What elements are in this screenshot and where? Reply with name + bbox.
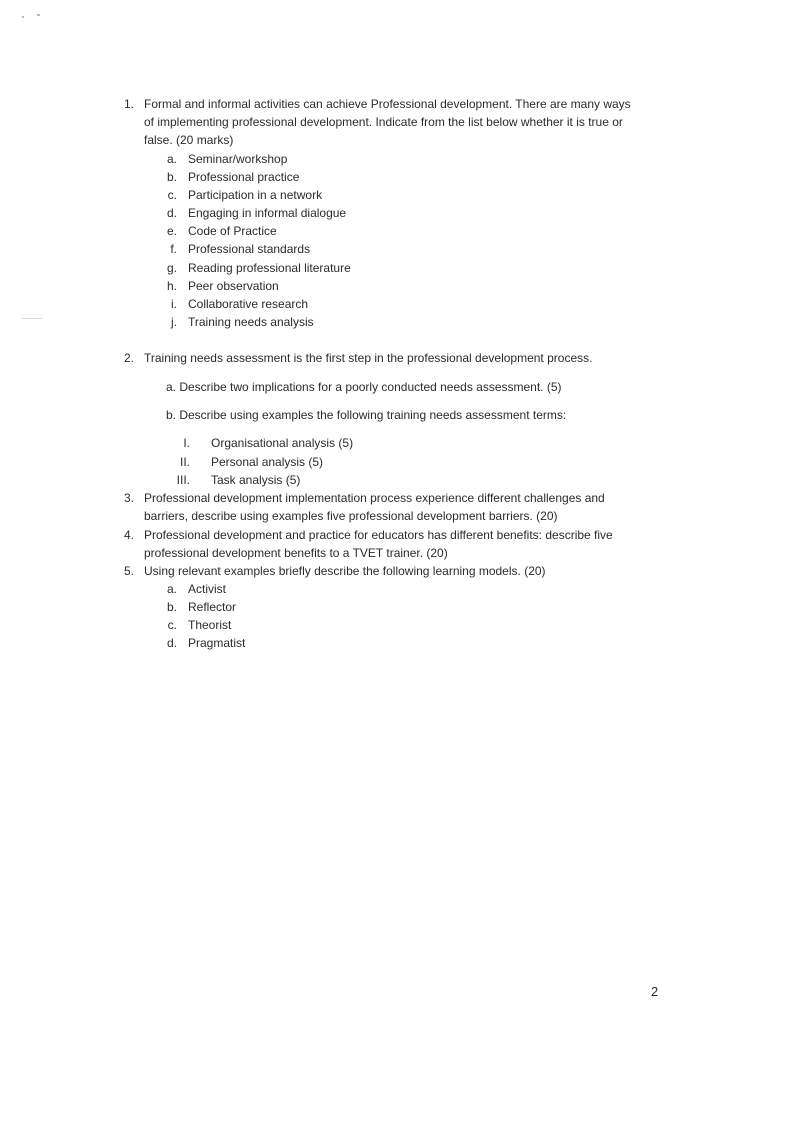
list-item-label: d.: [166, 206, 177, 220]
question-5-text: Using relevant examples briefly describe the following learning models. (20): [144, 564, 546, 578]
list-item: Participation in a network: [188, 188, 323, 202]
scan-speck: [22, 318, 42, 319]
question-1-line-2: of implementing professional development. Indicate from the list below whether it is true or: [144, 115, 623, 129]
question-2-part-b: b. Describe using examples the following training needs assessment terms:: [166, 408, 567, 422]
list-item: Professional practice: [188, 170, 300, 184]
list-item-label: h.: [166, 279, 177, 293]
question-1-line-1: Formal and informal activities can achieve Professional development. There are many ways: [144, 97, 631, 111]
term-item: Organisational analysis (5): [211, 436, 354, 450]
scan-speck: [37, 14, 40, 16]
list-item: Peer observation: [188, 279, 279, 293]
list-item-label: b.: [166, 170, 177, 184]
list-item: Collaborative research: [188, 297, 309, 311]
question-4-line-2: professional development benefits to a TVET trainer. (20): [144, 546, 448, 560]
list-item-label: a.: [166, 152, 177, 166]
list-item: Professional standards: [188, 242, 311, 256]
term-item: Personal analysis (5): [211, 455, 324, 469]
list-item: Reading professional literature: [188, 261, 351, 275]
question-1-line-3: false. (20 marks): [144, 133, 234, 147]
list-item: Training needs analysis: [188, 315, 314, 329]
question-number: 2.: [123, 351, 134, 365]
question-3-line-2: barriers, describe using examples five professional development barriers. (20): [144, 509, 558, 523]
term-label: II.: [179, 455, 190, 469]
question-number: 5.: [123, 564, 134, 578]
term-label: I.: [183, 436, 190, 450]
list-item-label: b.: [166, 600, 177, 614]
term-item: Task analysis (5): [211, 473, 301, 487]
page-number: 2: [651, 984, 659, 999]
question-2-part-a: a. Describe two implications for a poorly conducted needs assessment. (5): [166, 380, 562, 394]
list-item: Activist: [188, 582, 227, 596]
list-item-label: a.: [166, 582, 177, 596]
list-item: Pragmatist: [188, 636, 246, 650]
list-item: Engaging in informal dialogue: [188, 206, 347, 220]
list-item-label: c.: [167, 618, 177, 632]
list-item: Reflector: [188, 600, 237, 614]
question-2-text: Training needs assessment is the first step in the professional development process.: [144, 351, 593, 365]
list-item-label: d.: [166, 636, 177, 650]
list-item-label: f.: [170, 242, 177, 256]
list-item-label: g.: [166, 261, 177, 275]
list-item-label: e.: [166, 224, 177, 238]
question-number: 3.: [123, 491, 134, 505]
list-item-label: c.: [167, 188, 177, 202]
list-item: Theorist: [188, 618, 232, 632]
question-3-line-1: Professional development implementation process experience different challenges and: [144, 491, 605, 505]
question-4-line-1: Professional development and practice for educators has different benefits: describe five: [144, 528, 613, 542]
list-item: Code of Practice: [188, 224, 277, 238]
term-label: III.: [176, 473, 190, 487]
question-number: 1.: [123, 97, 134, 111]
list-item-label: j.: [171, 315, 177, 329]
scan-speck: [22, 16, 24, 18]
question-number: 4.: [123, 528, 134, 542]
list-item-label: i.: [171, 297, 177, 311]
list-item: Seminar/workshop: [188, 152, 288, 166]
